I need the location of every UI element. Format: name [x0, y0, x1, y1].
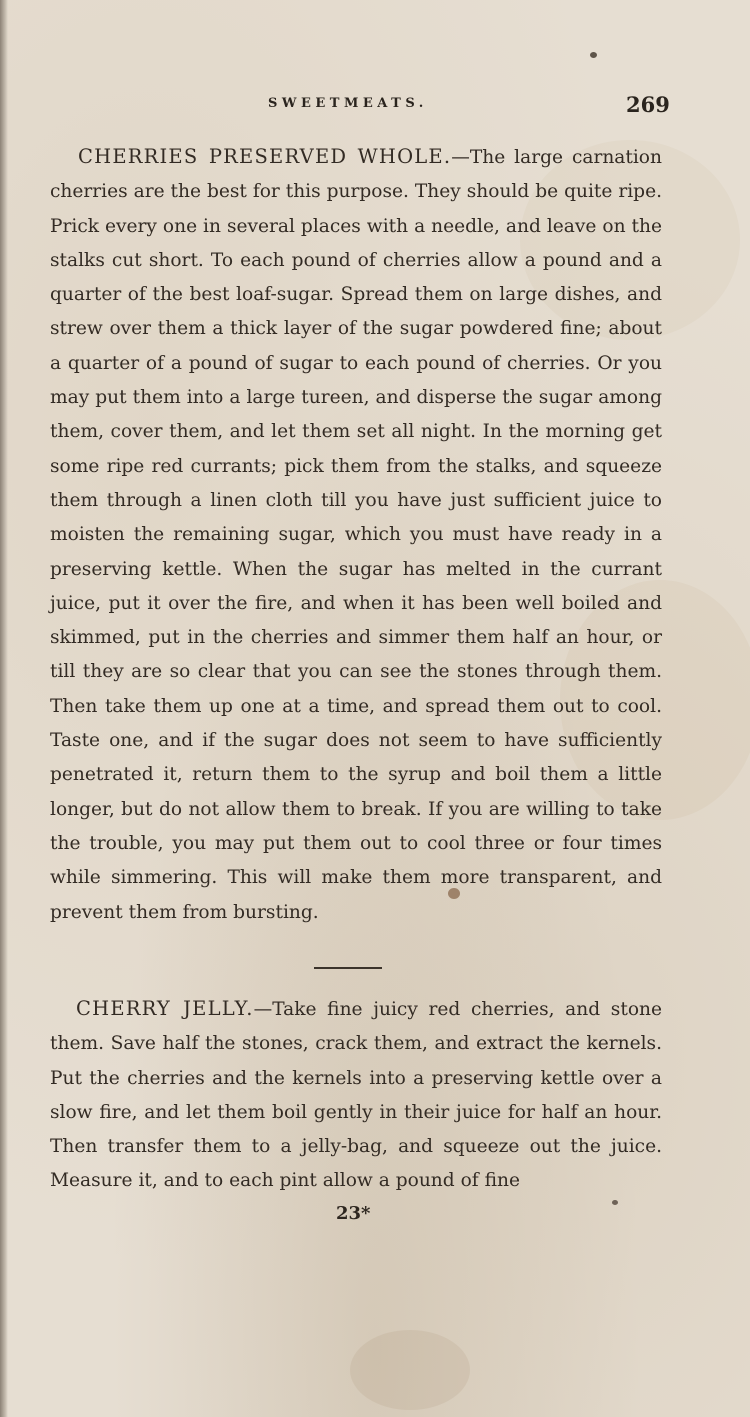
foxing-stain [590, 52, 597, 58]
recipe-body-text: —The large carnation cherries are the best for this purpose. They should be quite ripe. Prick every one in several places with a needle, and leave on the stalks cut short. To each pound of cherries allow a pound and a quarter of the best loaf-sugar. Spread them on large dishes, and strew over them a thick layer of the sugar powdered fine; about a quarter of a pound of sugar to each pound of cherries. Or you may put them into a large tureen, and disperse the sugar among them, cover them, and let them set all night. In the morning get some ripe red currants; pick them from the stalks, and squeeze them through a linen cloth till you have just sufficient juice to moisten the remaining sugar, which you must have ready in a preserving kettle. When the sugar has melted in the currant juice, put it over the fire, and when it has been well boiled and skimmed, put in the cherries and simmer them half an hour, or till they are so clear that you can see the stones through them. Then take them up one at a time, and spread them out to cool. Taste one, and if the sugar does not seem to have sufficiently penetrated it, return them to the syrup and boil them a little longer, but do not allow them to break. If you are willing to take the trouble, you may put them out to cool three or four times while simmering. This will make them more transparent, and prevent them from bursting. [50, 147, 662, 923]
foxing-stain [350, 1330, 470, 1410]
recipe-paragraph-cherry-jelly [50, 992, 662, 1199]
recipe-heading: CHERRY JELLY. [76, 997, 254, 1020]
page-number: 269 [626, 92, 670, 117]
section-divider [314, 967, 382, 969]
foxing-stain [612, 1200, 618, 1205]
recipe-heading: CHERRIES PRESERVED WHOLE. [78, 145, 452, 168]
running-head [0, 92, 750, 122]
signature-mark: 23* [336, 1203, 371, 1224]
recipe-body-text: —Take fine juicy red cherries, and stone them. Save half the stones, crack them, and extract the kernels. Put the cherries and the kernels into a preserving kettle over a slow fire, and let them boil gently in their juice for half an hour. Then transfer them to a jelly-bag, and squeeze out the juice. Measure it, and to each pint allow a pound of fine [50, 999, 662, 1192]
recipe-paragraph-cherries-preserved [50, 140, 662, 930]
page-spine-shadow [0, 0, 8, 1417]
running-head-title: SWEETMEATS. [268, 96, 428, 111]
